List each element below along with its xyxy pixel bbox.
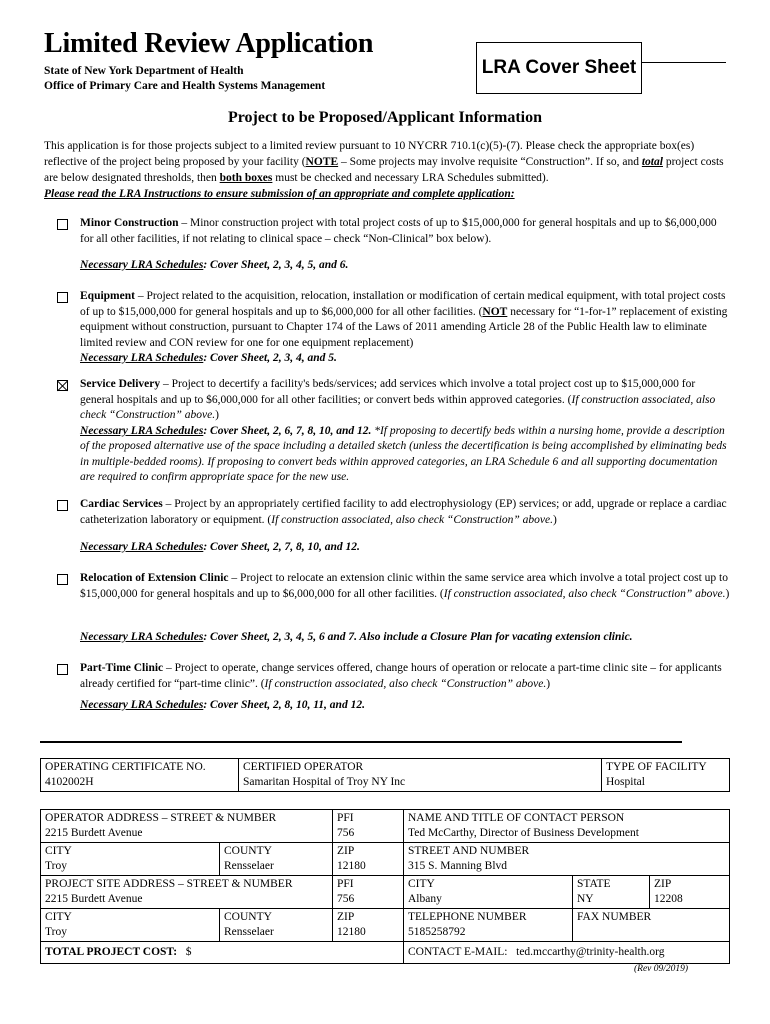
schedules-label: Necessary LRA Schedules [80,259,204,271]
contact-street-value[interactable]: 315 S. Manning Blvd [408,860,508,872]
zip-label: ZIP [337,911,355,923]
service-delivery-schedules [80,425,371,437]
cardiac-services-desc-italic: If construction associated, also check “Construction” above. [271,513,553,526]
service-delivery-option [80,377,730,486]
relocation-clinic-desc-end: ) [725,587,730,600]
operator-address-cell [41,810,333,843]
relocation-clinic-checkbox[interactable] [57,574,68,585]
minor-construction-title: Minor Construction [80,217,179,229]
service-delivery-schedule-note: *If proposing to decertify beds within a nursing home, provide a description of the proposed alternative use of the space including a detailed sketch (unless the decertification is being accomplished by eliminating beds in multiple-bedded rooms). If proposing to convert beds within approved categories, an LRA Schedule 6 and all supporting documentation are required to confirm appropriate space for the new use. [80,424,727,483]
contact-email-label: CONTACT E-MAIL: [408,946,508,958]
site-county-cell [220,909,333,942]
cardiac-services-schedules [80,541,360,553]
intro-note: NOTE [305,156,339,168]
form-title: Limited Review Application [44,28,374,59]
site-pfi-value[interactable]: 756 [337,893,355,905]
operator-address-label: OPERATOR ADDRESS – STREET & NUMBER [45,812,277,824]
operator-city-cell [41,843,220,876]
site-pfi-cell [333,876,404,909]
equipment-not: NOT [482,305,508,318]
contact-email-cell [404,942,730,964]
site-zip-value[interactable]: 12180 [337,926,366,938]
service-delivery-desc-end: ) [215,409,219,421]
agency-line-1: State of New York Department of Health [44,65,244,77]
schedules-value: : Cover Sheet, 2, 6, 7, 8, 10, and 12. [203,424,372,437]
facility-type-cell [602,759,730,792]
schedules-value: : Cover Sheet, 2, 8, 10, 11, and 12. [203,699,365,711]
intro-text-1: This application is for those projects subject to a limited review pursuant to 10 NYCRR 710.1(c)(5)-(7). Please check the appropriate box(es) reflective of the project being proposed by your facility ( [44,140,695,168]
operator-city-value[interactable]: Troy [45,860,67,872]
minor-construction-option [80,216,730,247]
fax-label: FAX NUMBER [577,911,652,923]
agency-block [44,64,325,94]
contact-state-value[interactable]: NY [577,893,594,905]
site-city-value[interactable]: Troy [45,926,67,938]
operator-zip-value[interactable]: 12180 [337,860,366,872]
total-cost-label: TOTAL PROJECT COST: [45,946,178,958]
service-delivery-title: Service Delivery [80,378,161,390]
facility-type-label: TYPE OF FACILITY [606,761,707,773]
part-time-clinic-option [80,661,730,692]
operating-certificate-value[interactable]: 4102002H [45,776,94,788]
street-label: STREET AND NUMBER [408,845,530,857]
contact-zip-value[interactable]: 12208 [654,893,683,905]
contact-city-value[interactable]: Albany [408,893,442,905]
total-cost-value[interactable]: $ [185,946,192,958]
contact-person-cell [404,810,730,843]
site-address-value[interactable]: 2215 Burdett Avenue [45,893,143,905]
service-delivery-desc-italic: If construction associated, also check “Construction” above. [80,393,716,421]
site-zip-cell [333,909,404,942]
operating-certificate-label: OPERATING CERTIFICATE NO. [45,761,206,773]
telephone-value[interactable]: 5185258792 [408,926,466,938]
county-label: COUNTY [224,911,272,923]
facility-type-value[interactable]: Hospital [606,776,645,788]
agency-line-2: Office of Primary Care and Health Systems Management [44,80,326,92]
schedules-label: Necessary LRA Schedules [80,352,204,364]
cardiac-services-title: Cardiac Services [80,498,163,510]
facility-table [40,758,730,792]
equipment-schedules [80,352,337,364]
relocation-clinic-desc: – Project to relocate an extension clinic within the same service area which involve a total project cost up to $15,000,000 for general hospitals and up to $6,000,000 for all other facilities. ( [80,572,728,600]
part-time-clinic-title: Part-Time Clinic [80,662,164,674]
site-address-cell [41,876,333,909]
revision-date: (Rev 09/2019) [634,964,689,974]
contact-state-cell [573,876,650,909]
schedules-value: : Cover Sheet, 2, 3, 4, and 5. [203,352,337,364]
site-county-value[interactable]: Rensselaer [224,926,274,938]
part-time-clinic-checkbox[interactable] [57,664,68,675]
contact-street-cell [404,843,730,876]
certified-operator-value[interactable]: Samaritan Hospital of Troy NY Inc [243,776,406,788]
intro-text-3: project costs are below designated thresholds, then [44,156,724,184]
fax-cell [573,909,730,942]
pfi-label: PFI [337,812,354,824]
certified-operator-label: CERTIFIED OPERATOR [243,761,364,773]
contact-person-value[interactable]: Ted McCarthy, Director of Business Development [408,827,639,839]
pfi-label: PFI [337,878,354,890]
operator-zip-cell [333,843,404,876]
relocation-clinic-desc-italic: If construction associated, also check “Construction” above. [443,587,726,600]
intro-instructions: Please read the LRA Instructions to ensure submission of an appropriate and complete application: [44,188,515,200]
schedules-value: : Cover Sheet, 2, 7, 8, 10, and 12. [203,541,360,553]
contact-zip-cell [650,876,730,909]
service-delivery-checkbox[interactable] [57,380,68,391]
equipment-option [80,289,730,367]
part-time-clinic-desc-end: ) [546,677,551,690]
city-label: CITY [45,845,72,857]
operating-certificate-cell [41,759,239,792]
intro-text-2: – Some projects may involve requisite “Construction”. If so, and [338,156,642,168]
minor-construction-checkbox[interactable] [57,219,68,230]
telephone-label: TELEPHONE NUMBER [408,911,527,923]
relocation-clinic-title: Relocation of Extension Clinic [80,572,229,584]
site-city-cell [41,909,220,942]
intro-both-boxes: both boxes [219,172,273,184]
state-label: STATE [577,878,611,890]
address-table [40,809,730,964]
service-delivery-desc: – Project to decertify a facility's beds/services; add services which involve a total project cost up to $15,000,000 for general hospitals and up to $6,000,000 for all other facilities; or convert beds within approved categories. ( [80,378,696,406]
equipment-checkbox[interactable] [57,292,68,303]
intro-text-4: must be checked and necessary LRA Schedules submitted). [272,172,549,184]
certified-operator-cell [239,759,602,792]
part-time-clinic-desc: – Project to operate, change services offered, change hours of operation or relocate a part-time clinic site – for applicants already certified for “part-time clinic”. ( [80,662,722,690]
contact-city-cell [404,876,573,909]
operator-address-value[interactable]: 2215 Burdett Avenue [45,827,143,839]
schedules-value: : Cover Sheet, 2, 3, 4, 5, and 6. [203,259,349,271]
cardiac-services-checkbox[interactable] [57,500,68,511]
equipment-desc-1: – Project related to the acquisition, relocation, installation or modification of certain medical equipment, with total project costs of up to $15,000,000 for general hospitals and up to $6,000,000 for all other facilities. ( [80,290,726,318]
schedules-value: : Cover Sheet, 2, 3, 4, 5, 6 and 7. Also include a Closure Plan for vacating extension clinic. [203,631,633,643]
schedules-label: Necessary LRA Schedules [80,699,204,711]
site-address-label: PROJECT SITE ADDRESS – STREET & NUMBER [45,878,293,890]
operator-county-cell [220,843,333,876]
intro-total: total [641,156,663,168]
section-heading: Project to be Proposed/Applicant Information [227,109,543,126]
part-time-clinic-schedules [80,699,365,711]
part-time-clinic-desc-italic: If construction associated, also check “Construction” above. [264,677,547,690]
contact-person-label: NAME AND TITLE OF CONTACT PERSON [408,812,625,824]
relocation-clinic-schedules [80,631,633,643]
equipment-desc-2: necessary for “1-for-1” replacement of existing equipment without construction, pursuant to Chapter 174 of the Laws of 2011 amending Article 28 of the Public Health law to eliminate limited review and CON review for one for one equipment replacement) [80,305,728,349]
section-divider [40,741,682,743]
cardiac-services-desc-end: ) [553,513,557,526]
zip-label: ZIP [654,878,672,890]
county-label: COUNTY [224,845,272,857]
operator-pfi-cell [333,810,404,843]
operator-county-value[interactable]: Rensselaer [224,860,274,872]
city-label: CITY [408,878,435,890]
zip-label: ZIP [337,845,355,857]
equipment-title: Equipment [80,290,135,302]
cardiac-services-desc: – Project by an appropriately certified facility to add electrophysiology (EP) services; or add, upgrade or replace a cardiac catheterization laboratory or equipment. ( [80,498,727,526]
cover-sheet-box: LRA Cover Sheet [476,42,642,94]
relocation-clinic-option [80,571,730,602]
city-label: CITY [45,911,72,923]
minor-construction-desc: – Minor construction project with total project costs of up to $15,000,000 for general hospitals and up to $6,000,000 for all other facilities, if not relating to clinical space – check “Non-Clinical” box below). [80,217,717,245]
telephone-cell [404,909,573,942]
schedules-label: Necessary LRA Schedules [80,631,204,643]
schedules-label: Necessary LRA Schedules [80,424,204,437]
minor-construction-schedules [80,259,348,271]
cardiac-services-option [80,497,730,528]
contact-email-value[interactable]: ted.mccarthy@trinity-health.org [516,946,665,958]
schedules-label: Necessary LRA Schedules [80,541,204,553]
intro-paragraph [44,138,730,202]
operator-pfi-value[interactable]: 756 [337,827,355,839]
total-cost-cell [41,942,404,964]
